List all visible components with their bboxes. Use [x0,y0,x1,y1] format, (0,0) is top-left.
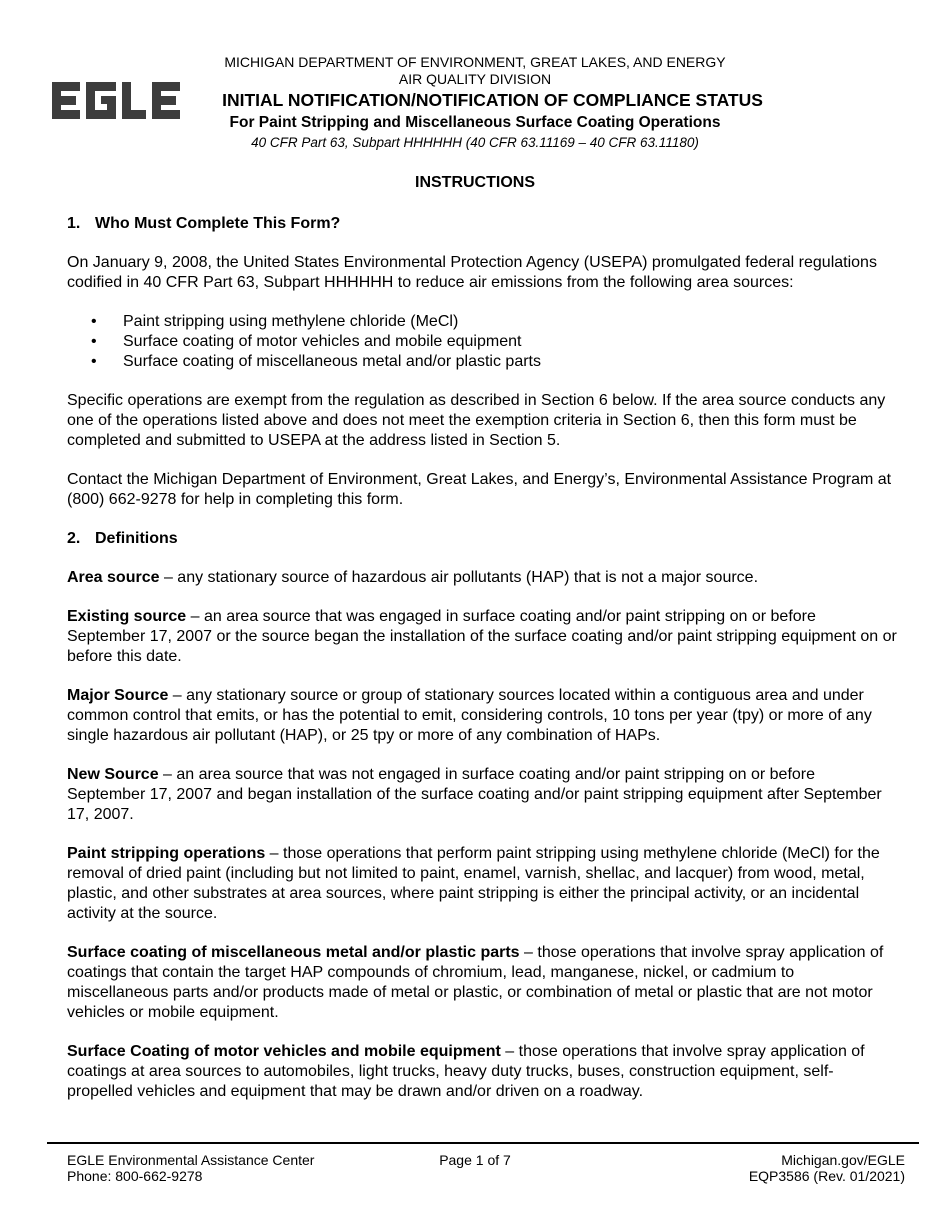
form-title: INITIAL NOTIFICATION/NOTIFICATION OF COMPLIANCE STATUS [222,90,763,110]
area-source-list [67,312,897,372]
instructions-heading: INSTRUCTIONS [415,174,535,191]
bullet-icon: • [91,313,97,330]
bullet-icon: • [91,353,97,370]
definition: Area source – any stationary source of hazardous air pollutants (HAP) that is not a major source. [67,569,759,586]
definition-term: Surface Coating of motor vehicles and mobile equipment [67,1043,501,1060]
definition: Major Source – any stationary source or group of stationary sources located within a contiguous area and under common control that emits, or has the potential to emit, considering controls, 10 tons per year (tpy) or more of any single hazardous air pollutant (HAP), or 25 tpy or more of any combination of HAPs. [67,687,872,744]
section-title: Who Must Complete This Form? [95,215,341,232]
regulation-citation: 40 CFR Part 63, Subpart HHHHHH (40 CFR 63.11169 – 40 CFR 63.11180) [251,135,699,150]
page-number: Page 1 of 7 [439,1152,511,1168]
form-subtitle: For Paint Stripping and Miscellaneous Surface Coating Operations [229,114,721,131]
paragraph: Specific operations are exempt from the regulation as described in Section 6 below. If the area source conducts any one of the operations listed above and does not meet the exemption criteria in Section 6, then this form must be completed and submitted to USEPA at the address listed in Section 5. [67,392,886,449]
definition: Existing source – an area source that was engaged in surface coating and/or paint stripping on or before September 17, 2007 or the source began the installation of the surface coating and/or paint stripping equipment on or before this date. [67,608,897,665]
section-title: Definitions [95,530,178,547]
section-1-heading [67,214,897,234]
section-2-heading [67,529,897,549]
paragraph: Contact the Michigan Department of Environment, Great Lakes, and Energy’s, Environmental Assistance Program at (800) 662-9278 for help in completing this form. [67,471,892,508]
footer-phone: Phone: 800-662-9278 [67,1168,203,1184]
instructions-body [67,214,897,1121]
list-item: • Paint stripping using methylene chloride (MeCl) [91,313,459,330]
definition-term: Area source [67,569,160,586]
section-number: 2. [67,530,81,547]
bullet-icon: • [91,333,97,350]
definition: New Source – an area source that was not engaged in surface coating and/or paint stripping on or before September 17, 2007 and began installation of the surface coating and/or paint stripping equipment after September 17, 2007. [67,766,882,823]
definition-term: Existing source [67,608,187,625]
section-number: 1. [67,215,81,232]
footer-divider [47,1142,919,1144]
definition-term: Surface coating of miscellaneous metal and/or plastic parts [67,944,520,961]
definition: Paint stripping operations – those operations that perform paint stripping using methylene chloride (MeCl) for the removal of dried paint (including but not limited to paint, enamel, varnish, shellac, and lacquer) from wood, metal, plastic, and other substrates at area sources, where paint stripping is either the principal activity, or an incidental activity at the source. [67,845,880,922]
definition-term: Paint stripping operations [67,845,266,862]
footer-website: Michigan.gov/EGLE [781,1152,905,1168]
form-revision: EQP3586 (Rev. 01/2021) [748,1168,905,1184]
list-item: • Surface coating of miscellaneous metal and/or plastic parts [91,353,541,370]
footer-org: EGLE Environmental Assistance Center [67,1152,315,1168]
definition-term: Major Source [67,687,169,704]
definition: Surface Coating of motor vehicles and mobile equipment – those operations that involve spray application of coatings at area sources to automobiles, light trucks, heavy duty trucks, buses, construction equipment, self-propelled vehicles and equipment that may be drawn and/or driven on a roadway. [67,1043,865,1100]
definition: Surface coating of miscellaneous metal and/or plastic parts – those operations that involve spray application of coatings that contain the target HAP compounds of chromium, lead, manganese, nickel, or cadmium to miscellaneous parts and/or products made of metal or plastic, or combination of metal or plastic that are not motor vehicles or mobile equipment. [67,944,884,1021]
agency-name: MICHIGAN DEPARTMENT OF ENVIRONMENT, GREAT LAKES, AND ENERGY [224,54,726,70]
footer-contact [67,1152,314,1184]
definition-term: New Source [67,766,159,783]
division-name: AIR QUALITY DIVISION [398,71,552,87]
list-item: • Surface coating of motor vehicles and mobile equipment [91,333,522,350]
egle-logo [50,78,182,122]
footer-form-info [749,1152,905,1184]
paragraph: On January 9, 2008, the United States Environmental Protection Agency (USEPA) promulgated federal regulations codified in 40 CFR Part 63, Subpart HHHHHH to reduce air emissions from the following area sources: [67,254,877,291]
